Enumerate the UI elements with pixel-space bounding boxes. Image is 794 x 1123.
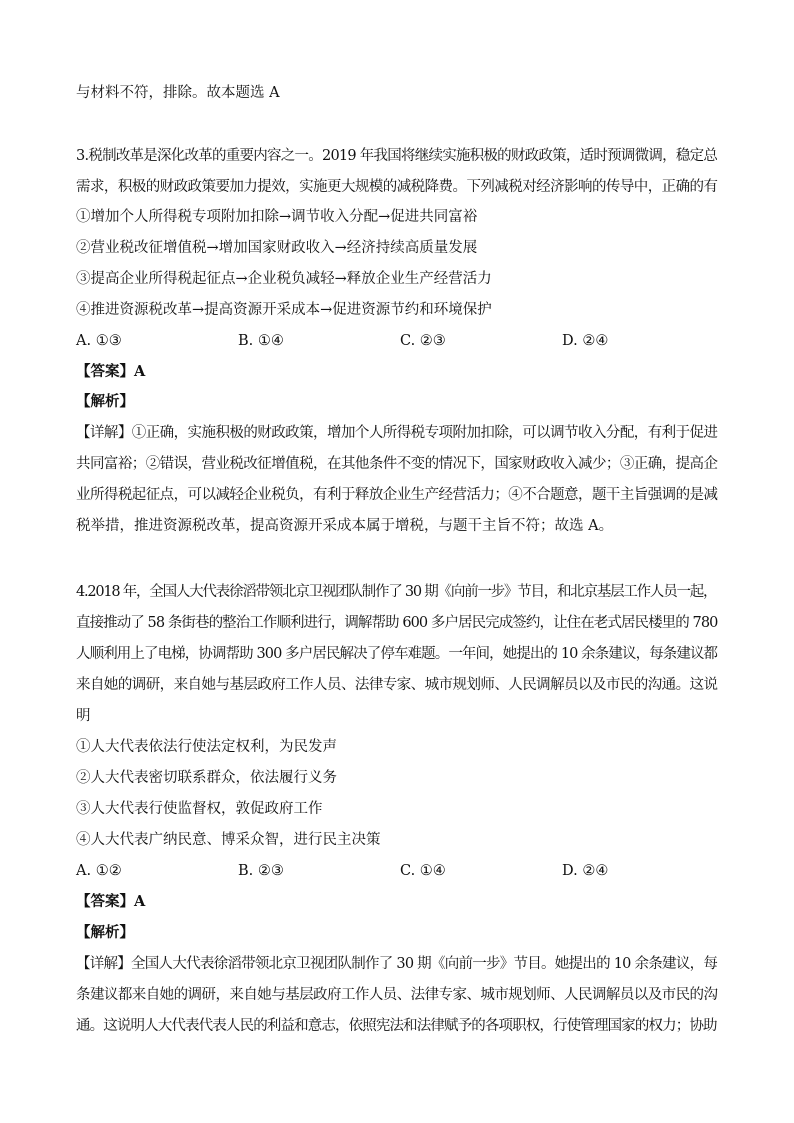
- q3-option-c: C. ②③: [400, 333, 446, 349]
- q3-option-a: A. ①③: [76, 333, 122, 349]
- q4-detail-line-1: 【详解】全国人大代表徐滔带领北京卫视团队制作了 30 期《向前一步》节目。她提出的 10 余条建议，每: [76, 956, 718, 972]
- q4-stem-line-1: 4.2018 年，全国人大代表徐滔带领北京卫视团队制作了 30 期《向前一步》节目，和北京基层工作人员一起，: [76, 584, 717, 600]
- q3-detail-line-1: 【详解】①正确，实施积极的财政政策，增加个人所得税专项附加扣除，可以调节收入分配，有利于促进: [76, 425, 718, 441]
- q3-item-4: ④推进资源税改革→提高资源开采成本→促进资源节约和环境保护: [76, 302, 492, 318]
- q4-answer: 【答案】A: [76, 893, 146, 910]
- q4-item-2: ②人大代表密切联系群众，依法履行义务: [76, 770, 337, 786]
- q3-analysis-label: 【解析】: [76, 393, 134, 410]
- previous-answer-tail: 与材料不符，排除。故本题选 A: [76, 85, 280, 101]
- q3-stem-line-2: 需求，积极的财政政策要加力提效，实施更大规模的减税降费。下列减税对经济影响的传导中，正确的有: [76, 179, 718, 195]
- q4-detail-line-2: 条建议都来自她的调研，来自她与基层政府工作人员、法律专家、城市规划师、人民调解员以及市民的沟: [76, 987, 718, 1003]
- q3-item-3: ③提高企业所得税起征点→企业税负减轻→释放企业生产经营活力: [76, 271, 492, 287]
- q4-option-a: A. ①②: [76, 863, 122, 879]
- q3-answer: 【答案】A: [76, 363, 146, 380]
- q3-item-2: ②营业税改征增值税→增加国家财政收入→经济持续高质量发展: [76, 240, 478, 256]
- q3-item-1: ①增加个人所得税专项附加扣除→调节收入分配→促进共同富裕: [76, 209, 478, 225]
- q4-stem-line-5: 明: [76, 708, 91, 724]
- q3-stem-line-1: 3.税制改革是深化改革的重要内容之一。2019 年我国将继续实施积极的财政政策，适时预调微调，稳定总: [76, 148, 718, 164]
- q4-option-d: D. ②④: [562, 863, 609, 879]
- q3-option-b: B. ①④: [238, 333, 284, 349]
- q3-detail-line-2: 共同富裕；②错误，营业税改征增值税，在其他条件不变的情况下，国家财政收入减少；③正确，提高企: [76, 456, 718, 472]
- q4-stem-line-3: 人顺利用上了电梯，协调帮助 300 多户居民解决了停车难题。一年间，她提出的 10 余条建议，每条建议都: [76, 646, 718, 662]
- q3-detail-line-4: 税举措，推进资源税改革，提高资源开采成本属于增税，与题干主旨不符；故选 A。: [76, 518, 614, 534]
- q4-item-1: ①人大代表依法行使法定权利，为民发声: [76, 739, 337, 755]
- q4-stem-line-2: 直接推动了 58 条街巷的整治工作顺利进行，调解帮助 600 多户居民完成签约，让住在老式居民楼里的 780: [76, 615, 718, 631]
- q4-item-4: ④人大代表广纳民意、博采众智，进行民主决策: [76, 832, 381, 848]
- q4-option-c: C. ①④: [400, 863, 446, 879]
- q4-item-3: ③人大代表行使监督权，敦促政府工作: [76, 801, 323, 817]
- q3-detail-line-3: 业所得税起征点，可以减轻企业税负，有利于释放企业生产经营活力；④不合题意，题干主旨强调的是减: [76, 487, 718, 503]
- q4-stem-line-4: 来自她的调研，来自她与基层政府工作人员、法律专家、城市规划师、人民调解员以及市民的沟通。这说: [76, 677, 718, 693]
- q3-option-d: D. ②④: [562, 333, 609, 349]
- q4-option-b: B. ②③: [238, 863, 284, 879]
- q4-detail-line-3: 通。这说明人大代表代表人民的利益和意志，依照宪法和法律赋予的各项职权，行使管理国家的权力；协助: [76, 1018, 717, 1034]
- q4-analysis-label: 【解析】: [76, 924, 134, 941]
